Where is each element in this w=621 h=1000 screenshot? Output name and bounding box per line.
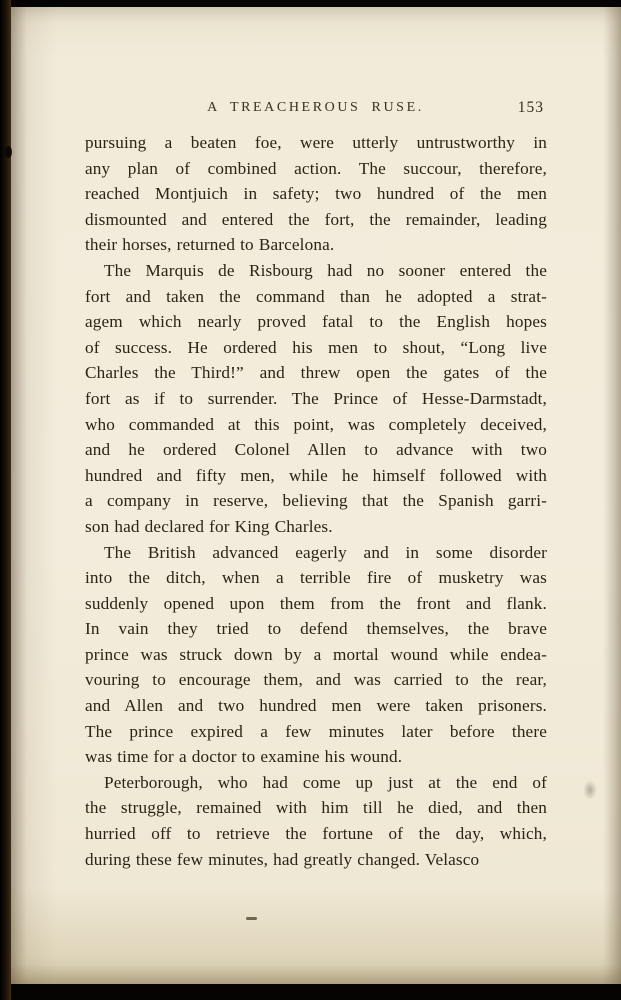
text-line: agem which nearly proved fatal to the English hopes bbox=[85, 312, 547, 332]
text-line: their horses, returned to Barcelona. bbox=[85, 235, 335, 255]
text-line: of success. He ordered his men to shout, “Long live bbox=[85, 337, 547, 357]
text-block bbox=[85, 130, 547, 872]
text-line: and Allen and two hundred men were taken prisoners. bbox=[85, 696, 547, 716]
page-blemish bbox=[583, 780, 597, 800]
text-line: Peterborough, who had come up just at the end of bbox=[104, 772, 547, 792]
text-line: prince was struck down by a mortal wound while endea- bbox=[85, 644, 547, 664]
text-line: vouring to encourage them, and was carried to the rear, bbox=[85, 670, 547, 690]
text-line: was time for a doctor to examine his wound. bbox=[85, 747, 403, 767]
text-line: any plan of combined action. The succour, therefore, bbox=[85, 158, 547, 178]
text-line: fort as if to surrender. The Prince of Hesse-Darmstadt, bbox=[85, 388, 547, 408]
text-line: and he ordered Colonel Allen to advance with two bbox=[85, 440, 547, 460]
page-number: 153 bbox=[517, 99, 544, 116]
text-line: In vain they tried to defend themselves, the brave bbox=[85, 619, 547, 639]
text-line: during these few minutes, had greatly changed. Velasco bbox=[85, 849, 480, 869]
text-line: who commanded at this point, was completely deceived, bbox=[85, 414, 547, 434]
running-title: A TREACHEROUS RUSE. bbox=[207, 100, 424, 115]
text-line: The British advanced eagerly and in some disorder bbox=[104, 542, 547, 562]
text-line: reached Montjuich in safety; two hundred of the men bbox=[85, 184, 547, 204]
text-line: hundred and fifty men, while he himself followed with bbox=[85, 465, 547, 485]
printers-mark bbox=[246, 917, 257, 920]
text-line: hurried off to retrieve the fortune of the day, which, bbox=[85, 824, 547, 844]
text-line: suddenly opened upon them from the front and flank. bbox=[85, 593, 547, 613]
page-blemish bbox=[5, 146, 12, 158]
page-header bbox=[85, 100, 546, 122]
text-line: son had declared for King Charles. bbox=[85, 516, 333, 536]
text-line: The prince expired a few minutes later before there bbox=[85, 721, 547, 741]
text-line: fort and taken the command than he adopted a strat- bbox=[85, 286, 547, 306]
text-line: a company in reserve, believing that the Spanish garri- bbox=[85, 491, 547, 511]
text-line: The Marquis de Risbourg had no sooner entered the bbox=[104, 260, 547, 280]
text-line: the struggle, remained with him till he died, and then bbox=[85, 798, 547, 818]
text-line: pursuing a beaten foe, were utterly untrustworthy in bbox=[85, 133, 547, 152]
book-page bbox=[11, 7, 621, 984]
text-line: Charles the Third!” and threw open the gates of the bbox=[85, 363, 547, 383]
text-line: into the ditch, when a terrible fire of musketry was bbox=[85, 568, 547, 588]
text-line: dismounted and entered the fort, the remainder, leading bbox=[85, 209, 547, 229]
